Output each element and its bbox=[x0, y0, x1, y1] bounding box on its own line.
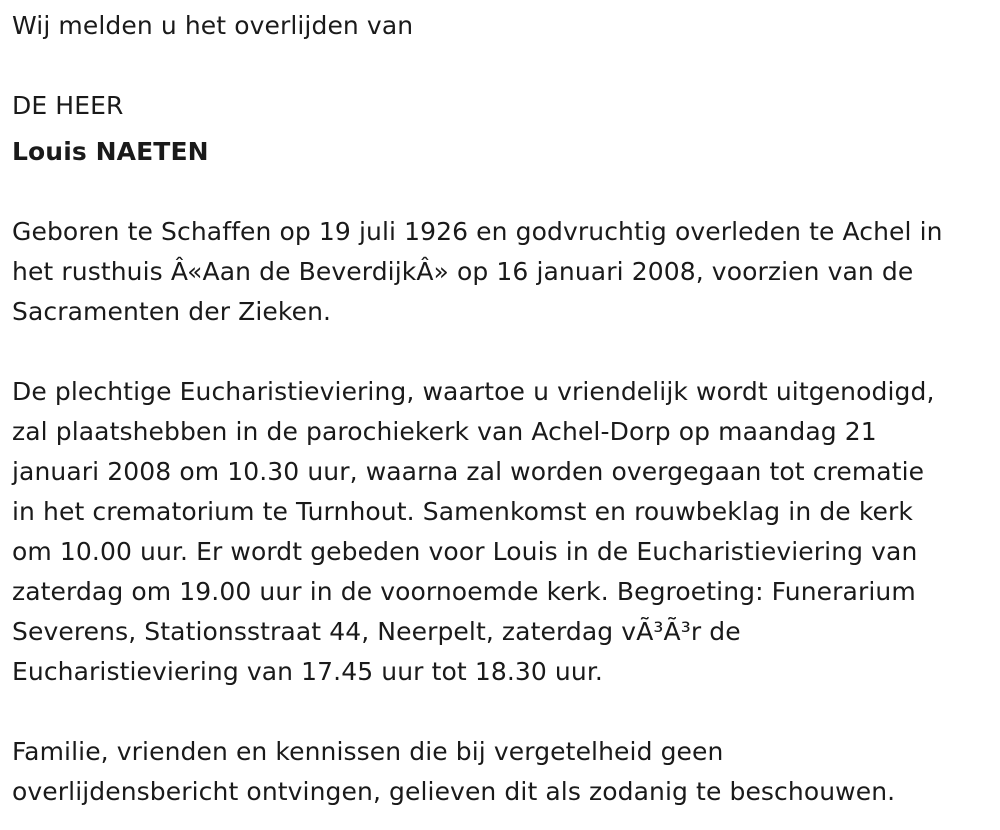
closing-paragraph bbox=[12, 732, 988, 812]
paragraph-line: het rusthuis Â«Aan de BeverdijkÂ» op 16 januari 2008, voorzien van de bbox=[12, 257, 914, 286]
paragraph-line: januari 2008 om 10.30 uur, waarna zal worden overgegaan tot crematie bbox=[12, 457, 925, 486]
paragraph-line: Severens, Stationsstraat 44, Neerpelt, zaterdag vÃ³Ã³r de bbox=[12, 617, 741, 646]
paragraph-line: Familie, vrienden en kennissen die bij vergetelheid geen bbox=[12, 737, 724, 766]
paragraph-line: Eucharistieviering van 17.45 uur tot 18.30 uur. bbox=[12, 657, 603, 686]
paragraph-line: Geboren te Schaffen op 19 juli 1926 en godvruchtig overleden te Achel in bbox=[12, 217, 943, 246]
paragraph-line: zal plaatshebben in de parochiekerk van Achel-Dorp op maandag 21 bbox=[12, 417, 877, 446]
honorific: DE HEER bbox=[12, 91, 124, 120]
service-paragraph bbox=[12, 372, 988, 692]
paragraph-line: zaterdag om 19.00 uur in de voornoemde kerk. Begroeting: Funerarium bbox=[12, 577, 916, 606]
paragraph-line: De plechtige Eucharistieviering, waartoe u vriendelijk wordt uitgenodigd, bbox=[12, 377, 935, 406]
deceased-name: Louis NAETEN bbox=[12, 137, 209, 166]
paragraph-line: om 10.00 uur. Er wordt gebeden voor Louis in de Eucharistieviering van bbox=[12, 537, 918, 566]
intro-text: Wij melden u het overlijden van bbox=[12, 11, 414, 40]
paragraph-line: overlijdensbericht ontvingen, gelieven dit als zodanig te beschouwen. bbox=[12, 777, 896, 806]
paragraph-line: in het crematorium te Turnhout. Samenkomst en rouwbeklag in de kerk bbox=[12, 497, 913, 526]
paragraph-line: Sacramenten der Zieken. bbox=[12, 297, 332, 326]
birth-paragraph bbox=[12, 212, 988, 332]
